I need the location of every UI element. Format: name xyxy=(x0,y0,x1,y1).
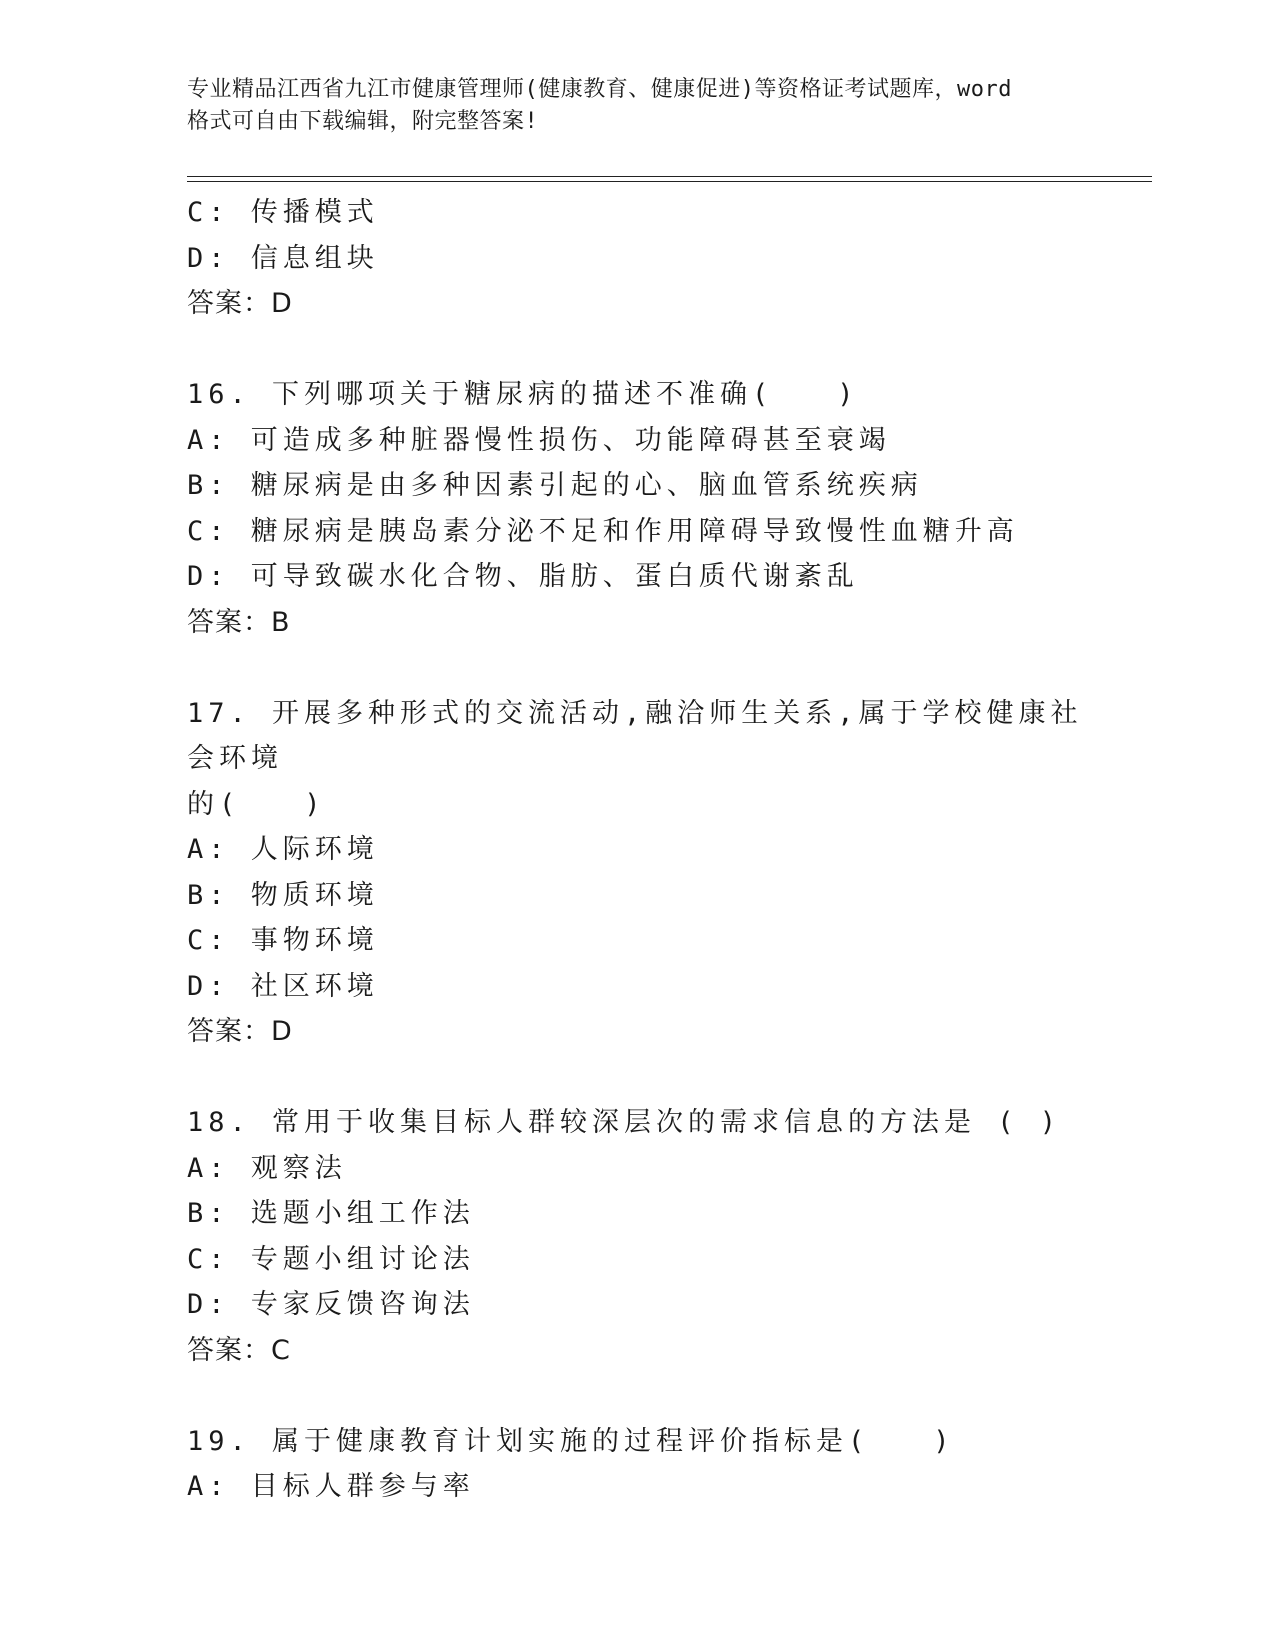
answer-line: 答案：D xyxy=(187,288,293,319)
question-18 xyxy=(187,1100,1087,1373)
previous-question-tail xyxy=(187,190,1087,327)
option-a: A: 观察法 xyxy=(187,1152,347,1184)
question-stem: 17. 开展多种形式的交流活动,融洽师生关系,属于学校健康社会环境 xyxy=(187,697,1083,774)
answer-line: 答案：B xyxy=(187,606,291,638)
document-header xyxy=(187,74,1087,138)
option-b: B: 物质环境 xyxy=(187,879,379,911)
question-stem-continued: 的( ) xyxy=(187,788,326,820)
option-a: A: 目标人群参与率 xyxy=(187,1471,475,1502)
option-a: A: 人际环境 xyxy=(187,834,379,865)
question-stem: 18. 常用于收集目标人群较深层次的需求信息的方法是 ( ) xyxy=(187,1107,1062,1138)
option-c: C: 专题小组讨论法 xyxy=(187,1243,475,1275)
question-16 xyxy=(187,372,1087,645)
option-c: C: 糖尿病是胰岛素分泌不足和作用障碍导致慢性血糖升高 xyxy=(187,515,1019,547)
answer-line: 答案：C xyxy=(187,1334,291,1366)
header-divider-top xyxy=(187,176,1152,177)
option-a: A: 可造成多种脏器慢性损伤、功能障碍甚至衰竭 xyxy=(187,424,891,456)
header-line-2: 格式可自由下载编辑，附完整答案! xyxy=(187,109,539,134)
question-19 xyxy=(187,1419,1087,1510)
option-c: C: 事物环境 xyxy=(187,925,379,956)
header-line-1: 专业精品江西省九江市健康管理师(健康教育、健康促进)等资格证考试题库，word xyxy=(187,77,1012,102)
option-d: D: 专家反馈咨询法 xyxy=(187,1289,475,1320)
question-stem: 16. 下列哪项关于糖尿病的描述不准确( ) xyxy=(187,379,859,410)
question-17 xyxy=(187,691,1087,1055)
question-content xyxy=(187,190,1087,1510)
answer-line: 答案：D xyxy=(187,1016,293,1047)
option-d: D: 社区环境 xyxy=(187,970,379,1002)
option-d: D: 可导致碳水化合物、脂肪、蛋白质代谢紊乱 xyxy=(187,561,859,592)
option-c: C: 传播模式 xyxy=(187,197,379,228)
option-d: D: 信息组块 xyxy=(187,242,379,274)
option-b: B: 糖尿病是由多种因素引起的心、脑血管系统疾病 xyxy=(187,470,923,501)
header-divider-bottom xyxy=(187,181,1152,182)
option-b: B: 选题小组工作法 xyxy=(187,1198,475,1229)
question-stem: 19. 属于健康教育计划实施的过程评价指标是( ) xyxy=(187,1425,955,1457)
